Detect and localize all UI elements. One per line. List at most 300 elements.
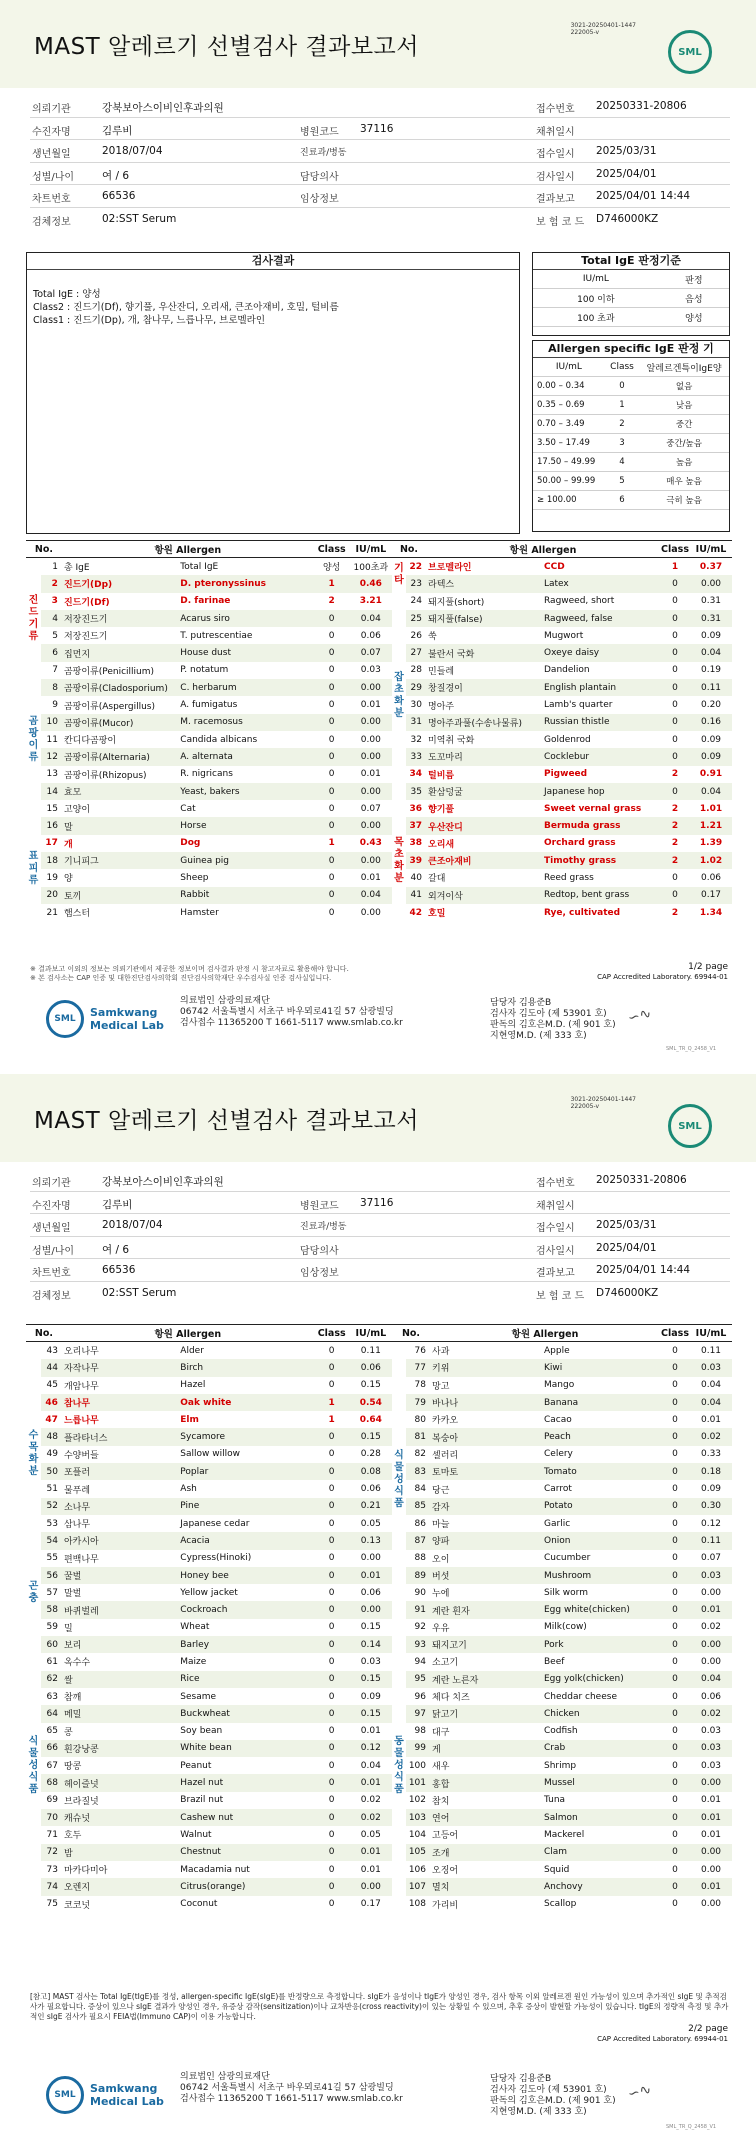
allergen-class: 0 xyxy=(328,1380,335,1391)
allergen-row xyxy=(392,1463,732,1480)
allergen-name-en: English plantain xyxy=(542,679,660,696)
allergen-name-en: Rye, cultivated xyxy=(544,907,621,918)
allergen-no: 31 xyxy=(406,714,426,731)
allergen-class: 0 xyxy=(328,1795,335,1806)
allergen-class: 0 xyxy=(314,714,350,731)
allergen-class: 0 xyxy=(328,1829,335,1840)
allergen-no: 14 xyxy=(41,783,62,800)
result-box xyxy=(26,252,520,534)
allergen-name-en: Bermuda grass xyxy=(542,817,660,834)
allergen-row xyxy=(392,1861,732,1878)
allergen-value: 0.06 xyxy=(700,1691,722,1702)
allergen-row xyxy=(26,1532,392,1549)
table-header: No. 항원 Allergen Class IU/mL xyxy=(392,1325,732,1342)
allergen-name-en: Sheep xyxy=(180,872,209,883)
group-label: 표 피 류 xyxy=(26,817,41,921)
allergen-class: 1 xyxy=(314,575,350,592)
info-row: 수진자명 김루비 병원코드 37116 채취일시 xyxy=(30,1192,730,1215)
allergen-row xyxy=(26,904,392,921)
allergen-class: 0 xyxy=(314,1774,350,1791)
allergen-row xyxy=(26,696,392,713)
allergen-no: 27 xyxy=(406,644,426,661)
allergen-value: 0.01 xyxy=(360,700,381,711)
allergen-no: 77 xyxy=(406,1359,430,1376)
allergen-name-ko: 플라타너스 xyxy=(62,1428,178,1445)
allergen-name-ko: 호두 xyxy=(63,1831,82,1842)
allergen-row xyxy=(392,1550,732,1567)
allergen-name-ko: 햄스터 xyxy=(63,909,91,920)
allergen-row xyxy=(26,662,392,679)
allergen-name-ko: 기니피그 xyxy=(62,852,178,869)
allergen-name-en: Acacia xyxy=(178,1532,313,1549)
allergen-name-en: Japanese cedar xyxy=(180,1518,250,1529)
allergen-name-en: Coconut xyxy=(180,1899,218,1910)
allergen-name-ko: 곰팡이류(Cladosporium) xyxy=(62,679,178,696)
allergen-name-ko: 망고 xyxy=(432,1381,450,1392)
report-page-2: MAST 알레르기 선별검사 결과보고서 3021-20250401-1447 222005-v SML 의뢰기관 강북보아스이비인후과의원 접수번호 20250331-20806 수진자명 김루비 병원코드 37116 채취일시 생년월일 2018/07/04 진료과/병동 접수일시 2025/03/31 성별/나이 여 / 6 담당의사 검사일시 2025/04/01 차트번호 66536 임상정보 결과보고 2025/04/01 14:44 검체정보 02:SST Serum 보 험 코 드 D746000KZ No. 항원 Allergen Class IU/mL 수 목 화 분 43 오리나무 Alder 0 0.11 44 자작나무 Birch 0 0.06 45 개암나무 Hazel 0 0.15 46 참나무 Oak white 1 0.54 47 느릅나무 Elm 1 0.64 48 플라타너스 Sycamore 0 0.15 49 수양버들 Sallow willow 0 0.28 50 포플러 Poplar 0 0.08 51 물푸레 Ash 0 0.06 52 소나무 Pine 0 0.21 53 삼나무 Japanese cedar 0 0.05 54 아카시아 Acacia 0 0.13 55 편백나무 Cypress(Hinoki) 0 0.00 곤 충 56 꿀벌 Honey bee 0 0.01 57 말벌 Yellow jacket 0 0.06 58 바퀴벌레 Cockroach 0 0.00 식 물 성 식 품 59 밀 Wheat 0 0.15 60 보리 Barley 0 0.14 61 옥수수 Maize 0 0.03 62 쌀 Rice 0 0.15 63 참깨 Sesame 0 0.09 64 메밀 Buckwheat 0 0.15 65 콩 Soy bean 0 0.01 66 흰강낭콩 White bean 0 0.12 67 땅콩 Peanut 0 0.04 68 헤이즐넛 Hazel nut 0 0.01 69 브라질넛 Brazil nut 0 0.02 70 캐슈넛 Cashew nut 0 0.02 71 호두 Walnut 0 0.05 72 밤 Chestnut 0 0.01 73 마카다미아 Macadamia nut 0 0.01 74 오렌지 Citrus(orange) 0 0.00 75 코코넛 Coconut 0 0.17 No. 항원 Allergen Class IU/mL 식 물 성 식 품 76 사과 Apple 0 0.11 77 키위 Kiwi 0 0.03 78 망고 Mango 0 0.04 79 바나나 Banana 0 0.04 80 카카오 Cacao 0 0.01 81 복숭아 Peach 0 0.02 82 셀러리 Celery 0 0.33 83 토마토 Tomato 0 0.18 84 당근 Carrot 0 0.09 85 감자 Potato 0 0.30 86 마늘 Garlic 0 0.12 87 양파 Onion 0 0.11 88 오이 Cucumber 0 0.07 89 버섯 Mushroom 0 0.03 90 누에 Silk worm 0 0.00 91 계란 흰자 Egg white(chicken) 0 0.01 동 물 성 식 품 92 우유 Milk(cow) 0 0.02 93 돼지고기 Pork 0 0.00 94 소고기 Beef 0 0.00 95 계란 노른자 Egg yolk(chicken) 0 0.04 96 체다 치즈 Cheddar cheese 0 0.06 97 닭고기 Chicken 0 0.02 98 대구 Codfish 0 0.03 99 게 Crab 0 0.03 100 새우 Shrimp 0 0.03 101 홍합 Mussel 0 0.00 102 참치 Tuna 0 0.01 103 연어 Salmon 0 0.01 104 고등어 Mackerel 0 0.01 105 조개 Clam 0 0.00 106 오징어 Squid 0 0.00 107 멸치 Anchovy 0 0.01 108 가리비 Scallop 0 0.00 [참고] MAST 검사는 Total IgE(tIgE)를 정성, allergen-specific IgE(sIgE)를 반정량으로 측정합니다. sIgE가 음성이나 tIgE가 양성인 경우, 검사 항목 이외 알레르겐 원인 가능성이 있으며 추가적인 sIgE 및 추적검사가 필요합니다. 증상이 있으나 sIgE 결과가 양성인 경우, 유증상 감작(sensitization)이나 교차반응(cross reactivity)이 있는 상황일 수 있으며, 추후 증상이 발현할 가능성이 있습니다. tIgE의 정량적 측정 및 추가적인 sIgE 검사가 필요시 FEIA법(Immuno CAP)이 이용 가능합니다. 2/2 page CAP Accredited Laboratory. 69944-01 SML Samkwang Medical Lab 의료법인 삼광의료재단 06742 서울특별시 서초구 바우뫼로41길 57 삼광빌딩 검사접수 11365200 T 1661-5117 www.smlab.co.kr 담당자 김용준B 검사자 김도아 (제 53901 호) 판독의 김호은M.D. (제 901 호) 지현영M.D. (제 333 호) ∽∿ SML_TR_Q_2458_V1 xyxy=(0,1074,756,2138)
table-header: No. 항원 Allergen Class IU/mL xyxy=(26,541,392,558)
allergen-value: 1.39 xyxy=(699,838,723,849)
group-label: 곤 충 xyxy=(26,1567,41,1619)
allergen-name-en: Ragweed, false xyxy=(542,610,660,627)
allergen-row xyxy=(392,1532,732,1549)
allergen-row xyxy=(392,766,732,783)
allergen-no: 71 xyxy=(46,1829,58,1840)
allergen-no: 28 xyxy=(410,665,422,676)
footer-signatures: 담당자 김용준B 검사자 김도아 (제 53901 호) 판독의 김호은M.D. (제 901 호) 지현영M.D. (제 333 호) xyxy=(490,998,616,1041)
allergen-name-ko: 곰팡이류(Alternaria) xyxy=(62,748,178,765)
criteria-row: 0.00 – 0.34 0 없음 xyxy=(533,377,729,396)
allergen-name-en: T. putrescentiae xyxy=(180,630,253,641)
allergen-name-ko: 돼지풀(false) xyxy=(426,610,542,627)
allergen-value: 0.20 xyxy=(700,700,722,711)
group-label xyxy=(26,558,41,576)
allergen-name-en: Cypress(Hinoki) xyxy=(180,1553,252,1564)
footer-logo: SML Samkwang Medical Lab xyxy=(46,2076,164,2114)
allergen-name-en: Buckwheat xyxy=(178,1705,313,1722)
allergen-row xyxy=(392,1844,732,1861)
allergen-class: 0 xyxy=(328,1656,335,1667)
result-title: 검사결과 xyxy=(27,253,519,270)
allergen-name-en: Guinea pig xyxy=(178,852,313,869)
allergen-class: 0 xyxy=(672,1518,678,1529)
allergen-value: 0.01 xyxy=(700,1795,722,1806)
allergen-name-ko: 돼지풀(short) xyxy=(428,597,485,608)
allergen-value: 0.01 xyxy=(360,872,381,883)
allergen-name-en: Cheddar cheese xyxy=(544,1691,617,1702)
allergen-name-ko: 메밀 xyxy=(62,1705,178,1722)
allergen-name-en: P. notatum xyxy=(180,665,229,676)
allergen-row xyxy=(392,904,732,921)
allergen-class: 0 xyxy=(328,872,335,883)
info-row: 의뢰기관 강북보아스이비인후과의원 접수번호 20250331-20806 xyxy=(30,1169,730,1192)
allergen-class: 0 xyxy=(328,1760,335,1771)
allergen-value: 0.11 xyxy=(360,1345,381,1356)
allergen-class: 0 xyxy=(660,1359,690,1376)
allergen-no: 42 xyxy=(409,907,422,918)
sex-age-value: 여 / 6 xyxy=(102,169,130,182)
allergen-no: 81 xyxy=(406,1428,430,1445)
group-label: 목 초 화 분 xyxy=(392,800,406,921)
allergen-no: 11 xyxy=(46,734,58,745)
allergen-class: 0 xyxy=(672,1726,678,1737)
allergen-no: 76 xyxy=(414,1345,426,1356)
allergen-no: 10 xyxy=(41,714,62,731)
allergen-class: 0 xyxy=(314,679,350,696)
allergen-class: 0 xyxy=(660,1878,690,1895)
allergen-name-en: CCD xyxy=(544,561,565,572)
allergen-no: 91 xyxy=(406,1601,430,1618)
allergen-row xyxy=(392,1498,732,1515)
allergen-row xyxy=(392,1705,732,1722)
allergen-no: 22 xyxy=(409,561,422,572)
allergen-value: 0.54 xyxy=(350,1394,392,1411)
allergen-row xyxy=(26,1757,392,1774)
allergen-name-en: House dust xyxy=(178,644,313,661)
allergen-no: 19 xyxy=(46,872,58,883)
allergen-name-en: Horse xyxy=(178,817,313,834)
info-row: 성별/나이 여 / 6 담당의사 검사일시 2025/04/01 xyxy=(30,163,730,186)
allergen-class: 0 xyxy=(672,1760,678,1771)
allergen-no: 40 xyxy=(410,872,422,883)
allergen-value: 0.00 xyxy=(690,1844,732,1861)
allergen-name-ko: 미역취 국화 xyxy=(428,736,475,747)
allergen-row xyxy=(392,1671,732,1688)
group-label: 수 목 화 분 xyxy=(26,1342,41,1567)
allergen-name-ko: 토끼 xyxy=(62,887,178,904)
allergen-no: 87 xyxy=(406,1532,430,1549)
allergen-class: 0 xyxy=(328,1518,335,1529)
allergen-name-en: Silk worm xyxy=(544,1587,588,1598)
allergen-row xyxy=(26,1844,392,1861)
allergen-no: 44 xyxy=(41,1359,62,1376)
allergen-name-ko: 참나무 xyxy=(62,1394,178,1411)
allergen-name-en: Citrus(orange) xyxy=(178,1878,313,1895)
allergen-no: 98 xyxy=(414,1726,426,1737)
allergen-no: 8 xyxy=(41,679,62,696)
allergen-no: 104 xyxy=(408,1829,426,1840)
allergen-row xyxy=(392,1601,732,1618)
allergen-no: 70 xyxy=(41,1809,62,1826)
allergen-value: 0.06 xyxy=(350,1359,392,1376)
allergen-name-en: Total IgE xyxy=(180,561,219,572)
allergen-class: 0 xyxy=(672,872,678,883)
allergen-row xyxy=(26,1896,392,1913)
allergen-table-p1-left xyxy=(26,540,392,921)
allergen-no: 90 xyxy=(414,1587,426,1598)
allergen-row xyxy=(26,1671,392,1688)
allergen-no: 6 xyxy=(41,644,62,661)
group-label: 진 드 기 류 xyxy=(26,575,41,661)
allergen-class: 0 xyxy=(314,817,350,834)
allergen-class: 0 xyxy=(660,1844,690,1861)
allergen-row xyxy=(392,1567,732,1584)
allergen-value: 0.46 xyxy=(350,575,392,592)
allergen-value: 0.04 xyxy=(690,1671,732,1688)
allergen-row xyxy=(392,593,732,610)
allergen-row xyxy=(392,1446,732,1463)
allergen-value: 0.11 xyxy=(690,1532,732,1549)
allergen-class: 0 xyxy=(672,734,678,745)
allergen-value: 0.15 xyxy=(350,1428,392,1445)
allergen-no: 35 xyxy=(406,783,426,800)
allergen-value: 0.28 xyxy=(360,1449,381,1460)
allergen-row xyxy=(392,1653,732,1670)
allergen-name-en: Cacao xyxy=(544,1414,572,1425)
allergen-no: 69 xyxy=(46,1795,58,1806)
allergen-name-ko: 사과 xyxy=(432,1347,450,1358)
allergen-class: 0 xyxy=(660,1498,690,1515)
allergen-no: 100 xyxy=(408,1760,426,1771)
allergen-class: 0 xyxy=(328,1345,335,1356)
allergen-no: 60 xyxy=(41,1636,62,1653)
allergen-name-en: Crab xyxy=(542,1740,660,1757)
criteria-row: ≥ 100.00 6 극히 높음 xyxy=(533,491,729,510)
allergen-no: 52 xyxy=(41,1498,62,1515)
allergen-name-ko: 콩 xyxy=(63,1727,73,1738)
allergen-row xyxy=(26,1359,392,1376)
allergen-name-ko: 칸디다곰팡이 xyxy=(63,736,117,747)
allergen-row xyxy=(26,1809,392,1826)
allergen-value: 100초과 xyxy=(353,563,389,574)
allergen-row xyxy=(26,679,392,696)
allergen-no: 96 xyxy=(414,1691,426,1702)
allergen-name-ko: 집먼지 xyxy=(62,644,178,661)
allergen-name-ko: 개암나무 xyxy=(63,1381,99,1392)
allergen-class: 0 xyxy=(672,665,678,676)
allergen-value: 0.08 xyxy=(350,1463,392,1480)
allergen-value: 0.01 xyxy=(350,1567,392,1584)
allergen-name-ko: 캐슈넛 xyxy=(62,1809,178,1826)
allergen-table-p2-left xyxy=(26,1324,392,1913)
allergen-class: 0 xyxy=(328,1864,335,1875)
allergen-class: 0 xyxy=(328,665,335,676)
allergen-value: 0.01 xyxy=(690,1878,732,1895)
allergen-no: 37 xyxy=(406,817,426,834)
allergen-row xyxy=(392,1723,732,1740)
allergen-row xyxy=(26,1480,392,1497)
allergen-row xyxy=(26,1705,392,1722)
allergen-value: 0.11 xyxy=(690,679,732,696)
allergen-class: 0 xyxy=(328,1449,335,1460)
allergen-row xyxy=(26,783,392,800)
allergen-name-ko: 체다 치즈 xyxy=(432,1693,470,1704)
allergen-name-en: Mushroom xyxy=(542,1567,660,1584)
allergen-class: 1 xyxy=(328,838,335,849)
allergen-name-ko: 라텍스 xyxy=(426,575,542,592)
allergen-name-en: Mango xyxy=(544,1380,575,1391)
allergen-name-ko: 키위 xyxy=(430,1359,542,1376)
allergen-row xyxy=(26,1878,392,1895)
allergen-row xyxy=(26,748,392,765)
allergen-no: 21 xyxy=(46,907,58,918)
allergen-class: 0 xyxy=(672,1587,678,1598)
allergen-name-en: Hazel xyxy=(180,1380,206,1391)
allergen-name-en: A. alternata xyxy=(178,748,313,765)
allergen-class: 0 xyxy=(672,1380,678,1391)
allergen-name-ko: 느릅나무 xyxy=(63,1416,99,1427)
allergen-no: 18 xyxy=(41,852,62,869)
allergen-value: 0.15 xyxy=(350,1671,392,1688)
allergen-row xyxy=(26,1688,392,1705)
allergen-no: 97 xyxy=(406,1705,430,1722)
allergen-no: 49 xyxy=(46,1449,58,1460)
allergen-no: 68 xyxy=(41,1774,62,1791)
allergen-name-en: Lamb's quarter xyxy=(544,700,613,711)
allergen-name-en: Cat xyxy=(180,803,196,814)
allergen-name-ko: 밤 xyxy=(62,1844,178,1861)
allergen-name-en: Scallop xyxy=(544,1899,577,1910)
allergen-class: 0 xyxy=(660,1671,690,1688)
allergen-value: 0.00 xyxy=(690,1636,732,1653)
allergen-value: 0.01 xyxy=(360,1864,381,1875)
allergen-value: 0.00 xyxy=(350,679,392,696)
allergen-no: 106 xyxy=(408,1864,426,1875)
report-title: MAST 알레르기 선별검사 결과보고서 xyxy=(34,34,419,60)
allergen-no: 103 xyxy=(406,1809,430,1826)
allergen-class: 0 xyxy=(672,630,678,641)
allergen-name-ko: 닭고기 xyxy=(430,1705,542,1722)
footer-address: 의료법인 삼광의료재단 06742 서울특별시 서초구 바우뫼로41길 57 삼광빌딩 검사접수 11365200 T 1661-5117 www.smlab.co.kr xyxy=(180,996,403,1028)
allergen-class: 0 xyxy=(314,1463,350,1480)
allergen-class: 0 xyxy=(672,1484,678,1495)
allergen-value: 0.01 xyxy=(690,1809,732,1826)
allergen-no: 66 xyxy=(41,1740,62,1757)
allergen-name-ko: 진드기(Df) xyxy=(63,597,110,608)
allergen-value: 1.02 xyxy=(690,852,732,869)
allergen-value: 0.00 xyxy=(350,817,392,834)
allergen-class: 0 xyxy=(314,1809,350,1826)
allergen-name-ko: 옥수수 xyxy=(63,1658,91,1669)
allergen-row xyxy=(392,835,732,852)
info-row: 생년월일 2018/07/04 진료과/병동 접수일시 2025/03/31 xyxy=(30,1214,730,1237)
allergen-no: 58 xyxy=(41,1601,62,1618)
allergen-name-ko: 말 xyxy=(62,817,178,834)
allergen-value: 0.00 xyxy=(700,1656,722,1667)
allergen-value: 0.03 xyxy=(690,1567,732,1584)
allergen-value: 0.01 xyxy=(360,1726,381,1737)
allergen-row xyxy=(26,644,392,661)
allergen-name-en: Hamster xyxy=(180,907,219,918)
allergen-no: 61 xyxy=(46,1656,58,1667)
allergen-value: 0.64 xyxy=(359,1414,382,1425)
allergen-name-en: Japanese hop xyxy=(542,783,660,800)
allergen-class: 0 xyxy=(328,1622,335,1633)
allergen-name-ko: 조개 xyxy=(430,1844,542,1861)
allergen-class: 0 xyxy=(660,679,690,696)
allergen-no: 26 xyxy=(410,630,422,641)
allergen-class: 0 xyxy=(314,1671,350,1688)
allergen-name-ko: 오리새 xyxy=(428,839,455,850)
allergen-no: 95 xyxy=(406,1671,430,1688)
allergen-class: 0 xyxy=(314,1567,350,1584)
criteria-row: 0.70 – 3.49 2 중간 xyxy=(533,415,729,434)
allergen-value: 0.00 xyxy=(350,1601,392,1618)
allergen-row xyxy=(392,1878,732,1895)
allergen-name-en: Acarus siro xyxy=(178,610,313,627)
allergen-no: 1 xyxy=(52,561,58,572)
patient-value: 김루비 xyxy=(102,124,133,137)
allergen-name-en: Tuna xyxy=(544,1795,566,1806)
report-title: MAST 알레르기 선별검사 결과보고서 xyxy=(34,1108,419,1134)
allergen-name-en: Pigweed xyxy=(544,769,588,780)
allergen-name-en: Timothy grass xyxy=(542,852,660,869)
allergen-value: 0.12 xyxy=(350,1740,392,1757)
allergen-class: 0 xyxy=(660,1394,690,1411)
allergen-class: 0 xyxy=(660,1636,690,1653)
sml-logo-icon: SML xyxy=(668,30,712,74)
allergen-name-ko: 마늘 xyxy=(432,1520,450,1531)
allergen-row xyxy=(26,1723,392,1740)
allergen-class: 0 xyxy=(660,610,690,627)
allergen-row xyxy=(26,1567,392,1584)
allergen-name-ko: 감자 xyxy=(430,1498,542,1515)
allergen-name-en: Apple xyxy=(544,1345,570,1356)
allergen-row xyxy=(26,869,392,886)
allergen-class: 0 xyxy=(660,644,690,661)
allergen-no: 84 xyxy=(414,1484,426,1495)
allergen-name-en: Beef xyxy=(544,1656,565,1667)
allergen-name-ko: 큰조아재비 xyxy=(426,852,542,869)
allergen-no: 78 xyxy=(414,1380,426,1391)
allergen-class: 0 xyxy=(314,1498,350,1515)
allergen-name-en: Chestnut xyxy=(178,1844,313,1861)
allergen-name-en: Brazil nut xyxy=(180,1795,224,1806)
hospital-value: 강북보아스이비인후과의원 xyxy=(102,102,224,114)
allergen-row xyxy=(26,1428,392,1445)
info-row: 검체정보 02:SST Serum 보 험 코 드 D746000KZ xyxy=(32,212,659,228)
allergen-class: 0 xyxy=(328,734,335,745)
allergen-class: 0 xyxy=(672,1864,678,1875)
allergen-class: 0 xyxy=(660,575,690,592)
allergen-row xyxy=(392,1896,732,1913)
allergen-name-ko: 우산잔디 xyxy=(426,817,542,834)
info-row: 검체정보 02:SST Serum 보 험 코 드 D746000KZ xyxy=(32,1286,659,1302)
allergen-class: 0 xyxy=(314,1359,350,1376)
document-number: 3021-20250401-1447 222005-v xyxy=(570,22,636,36)
sml-logo-icon: SML xyxy=(668,1104,712,1148)
allergen-value: 0.04 xyxy=(360,1760,381,1771)
allergen-name-ko: 곰팡이류(Rhizopus) xyxy=(63,770,147,781)
allergen-no: 62 xyxy=(41,1671,62,1688)
allergen-class: 0 xyxy=(660,1428,690,1445)
allergen-no: 43 xyxy=(46,1345,58,1356)
allergen-class: 2 xyxy=(328,596,335,607)
allergen-no: 3 xyxy=(51,596,58,607)
allergen-name-ko: 오징어 xyxy=(432,1866,459,1877)
allergen-name-ko: 환삼덩굴 xyxy=(426,783,542,800)
allergen-row xyxy=(392,1809,732,1826)
allergen-value: 0.09 xyxy=(700,630,722,641)
allergen-no: 101 xyxy=(406,1774,430,1791)
allergen-row xyxy=(26,1861,392,1878)
allergen-name-en: Walnut xyxy=(180,1829,212,1840)
allergen-class: 0 xyxy=(314,1532,350,1549)
allergen-class: 0 xyxy=(672,700,678,711)
allergen-value: 0.04 xyxy=(700,1380,722,1391)
allergen-no: 15 xyxy=(46,803,58,814)
allergen-class: 2 xyxy=(671,907,679,918)
allergen-name-en: Rice xyxy=(178,1671,313,1688)
allergen-value: 0.02 xyxy=(700,1622,722,1633)
allergen-name-ko: 꿀벌 xyxy=(62,1567,178,1584)
allergen-no: 80 xyxy=(414,1414,426,1425)
allergen-value: 0.04 xyxy=(350,610,392,627)
allergen-table-p2-right xyxy=(392,1324,732,1913)
allergen-name-ko: 갈대 xyxy=(428,874,446,885)
allergen-name-ko: 자작나무 xyxy=(62,1359,178,1376)
allergen-value: 0.15 xyxy=(350,1705,392,1722)
